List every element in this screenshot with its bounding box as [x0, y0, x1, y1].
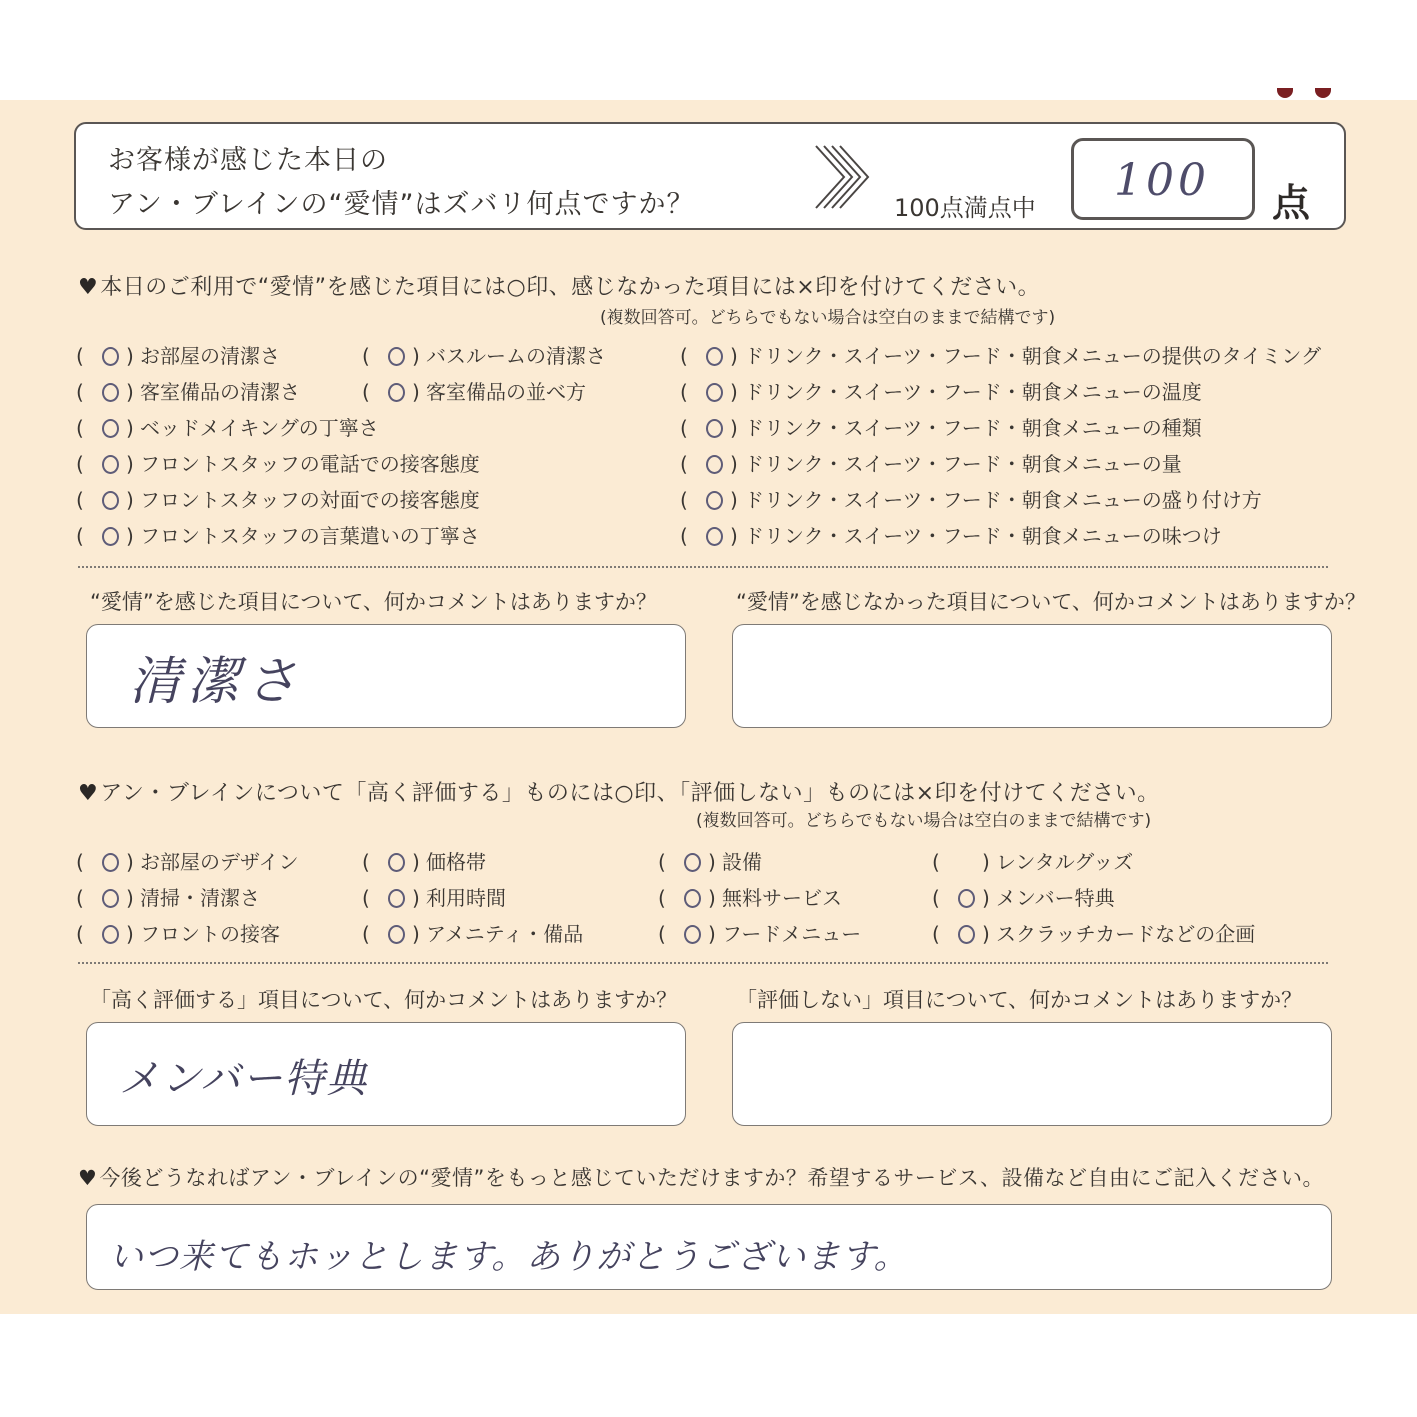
low-comment-field[interactable]: [732, 1022, 1332, 1126]
score-value: 100: [1114, 155, 1210, 206]
rating-item[interactable]: ( ) アメニティ・備品: [362, 922, 584, 946]
score-input[interactable]: [1071, 138, 1255, 220]
checklist-item[interactable]: ( ) ドリンク・スイーツ・フード・朝食メニューの種類: [680, 416, 1202, 440]
checklist-item[interactable]: ( ) フロントスタッフの言葉遣いの丁寧さ: [76, 524, 480, 548]
positive-comment-question: “愛情”を感じた項目について、何かコメントはありますか？: [90, 590, 657, 614]
high-comment-field[interactable]: [86, 1022, 686, 1126]
rating-item[interactable]: ( ) 清掃・清潔さ: [76, 886, 260, 910]
divider: [78, 566, 1328, 568]
rating-item[interactable]: ( ) 無料サービス: [658, 886, 842, 910]
positive-comment-text: 清潔さ: [129, 652, 304, 712]
checklist-item[interactable]: ( ) ドリンク・スイーツ・フード・朝食メニューの盛り付け方: [680, 488, 1262, 512]
rating-item[interactable]: ( ) 設備: [658, 850, 762, 874]
heart-icon: ♥: [78, 275, 99, 300]
rating-item[interactable]: ( ) フードメニュー: [658, 922, 862, 946]
max-score-label: 100点満点中: [894, 194, 1036, 222]
checklist-item[interactable]: ( ) フロントスタッフの電話での接客態度: [76, 452, 480, 476]
high-comment-text: メンバー特典: [119, 1056, 369, 1102]
free-comment-field[interactable]: [86, 1204, 1332, 1290]
free-comment-text: いつ来てもホッとします。ありがとうございます。: [109, 1237, 909, 1277]
checklist-item[interactable]: ( ) 客室備品の並べ方: [362, 380, 586, 404]
rating-item[interactable]: ( ) お部屋のデザイン: [76, 850, 299, 874]
negative-comment-field[interactable]: [732, 624, 1332, 728]
score-question-box: [74, 122, 1346, 230]
section1-heading: ♥本日のご利用で“愛情”を感じた項目には○印、感じなかった項目には×印を付けてください。: [78, 275, 1041, 300]
rating-item[interactable]: ( ) フロントの接客: [76, 922, 280, 946]
high-comment-question: 「高く評価する」項目について、何かコメントはありますか？: [90, 988, 678, 1012]
section1-note: (複数回答可。どちらでもない場合は空白のままで結構です): [600, 308, 1056, 328]
score-question-line2: アン・ブレインの“愛情”はズバリ何点ですか？: [108, 189, 695, 220]
rating-item[interactable]: ( ) メンバー特典: [932, 886, 1115, 910]
heart-icon: ♥: [78, 1166, 98, 1190]
checklist-item[interactable]: ( ) ドリンク・スイーツ・フード・朝食メニューの温度: [680, 380, 1202, 404]
rating-item[interactable]: ( ) 利用時間: [362, 886, 506, 910]
low-comment-question: 「評価しない」項目について、何かコメントはありますか？: [736, 988, 1303, 1012]
checklist-item[interactable]: ( ) バスルームの清潔さ: [362, 344, 606, 368]
negative-comment-question: “愛情”を感じなかった項目について、何かコメントはありますか？: [736, 590, 1366, 614]
score-question-line1: お客様が感じた本日の: [108, 145, 388, 176]
checklist-item[interactable]: ( ) フロントスタッフの対面での接客態度: [76, 488, 480, 512]
rating-item[interactable]: ( ) レンタルグッズ: [932, 850, 1134, 874]
checklist-item[interactable]: ( ) お部屋の清潔さ: [76, 344, 280, 368]
checklist-item[interactable]: ( ) ドリンク・スイーツ・フード・朝食メニューの量: [680, 452, 1182, 476]
section2-heading: ♥アン・ブレインについて「高く評価する」ものには○印、「評価しない」ものには×印を付けてください。: [78, 781, 1160, 806]
section3-heading: ♥今後どうなればアン・ブレインの“愛情”をもっと感じていただけますか？希望するサービス、設備など自由にご記入ください。: [78, 1166, 1324, 1190]
chevron-right-icon: [814, 144, 872, 210]
divider: [78, 962, 1328, 964]
rating-item[interactable]: ( ) 価格帯: [362, 850, 486, 874]
heart-icon: ♥: [78, 781, 99, 806]
checklist-item[interactable]: ( ) ドリンク・スイーツ・フード・朝食メニューの味つけ: [680, 524, 1222, 548]
section2-note: (複数回答可。どちらでもない場合は空白のままで結構です): [696, 811, 1152, 831]
checklist-item[interactable]: ( ) ベッドメイキングの丁寧さ: [76, 416, 379, 440]
checklist-item[interactable]: ( ) 客室備品の清潔さ: [76, 380, 300, 404]
checklist-item[interactable]: ( ) ドリンク・スイーツ・フード・朝食メニューの提供のタイミング: [680, 344, 1321, 368]
score-unit: 点: [1272, 181, 1311, 225]
positive-comment-field[interactable]: [86, 624, 686, 728]
rating-item[interactable]: ( ) スクラッチカードなどの企画: [932, 922, 1256, 946]
